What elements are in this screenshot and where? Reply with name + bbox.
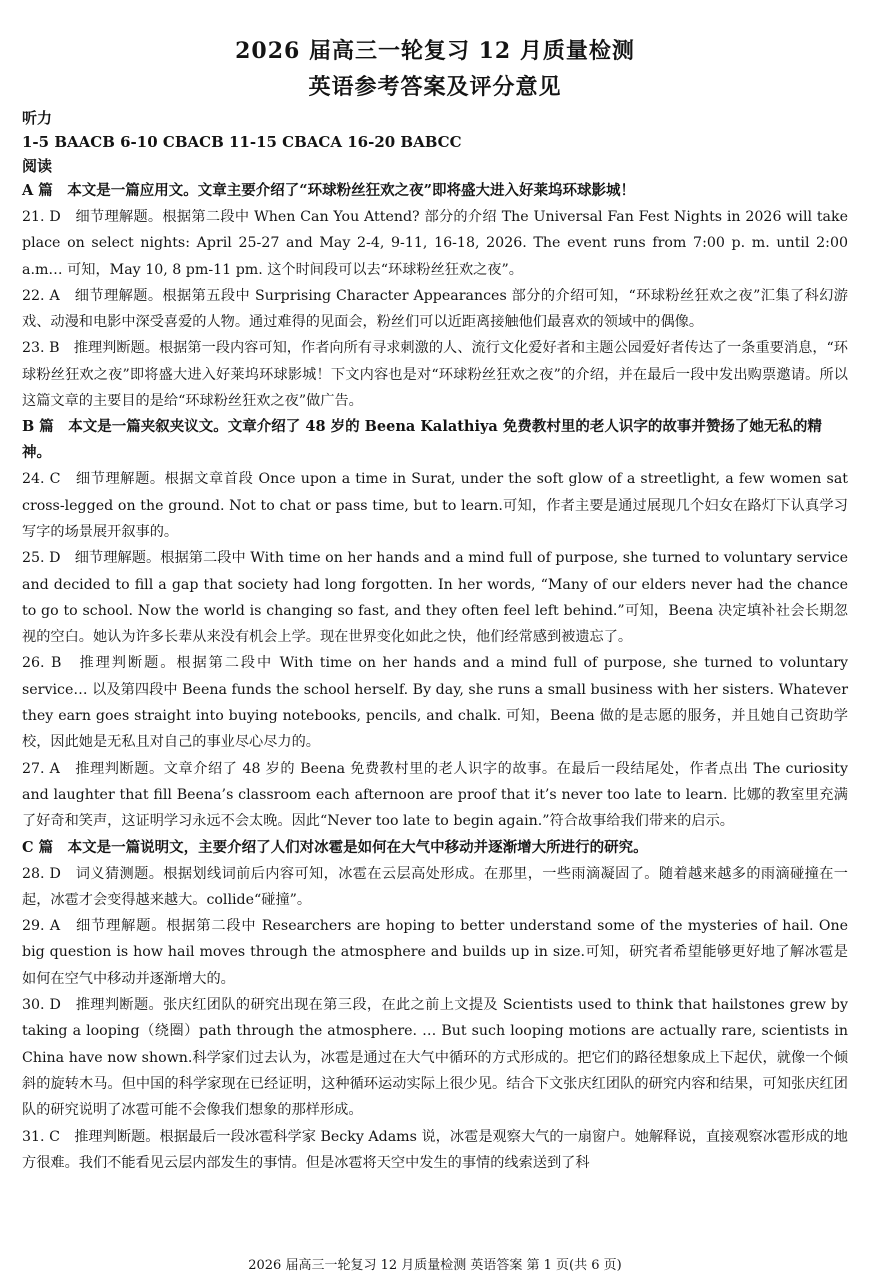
answer-item-27: 27. A 推理判断题。文章介绍了 48 岁的 Beena 免费教村里的老人识字的故事。在最后一段结尾处，作者点出 The curiosity and laughter that fill Beena’s classroom each afternoon are proof that it’s never too late to learn. 比娜的教室里充满了好奇和笑声，这证明学习永远不会太晚。因此“Never too late to begin again.”符合故事给我们带来的启示。 [22,760,848,830]
answer-item-29: 29. A 细节理解题。根据第二段中 Researchers are hoping to better understand some of the mysteries of hail. One big question is how hail moves through the atmosphere and builds up in size.可知，研究者希望能够更好地了解冰雹是如何在空气中移动并逐渐增大的。 [22,918,848,987]
answer-item-26: 26. B 推理判断题。根据第二段中 With time on her hands and a mind full of purpose, she turned to voluntary service… 以及第四段中 Beena funds the school herself. By day, she runs a small business with her sisters. Whatever they earn goes straight into buying notebooks, pencils, and chalk. 可知，Beena 做的是志愿的服务，并且她自己资助学校，因此她是无私且对自己的事业尽心尽力的。 [22,655,848,751]
answer-item-21: 21. D 细节理解题。根据第二段中 When Can You Attend? 部分的介绍 The Universal Fan Fest Nights in 2026 will take place on select nights: April 25-27 and May 2-4, 9-11, 16-18, 2026. The event runs from 7:00 p. m. until 2:00 a.m… 可知，May 10, 8 pm-11 pm. 这个时间段可以去“环球粉丝狂欢之夜”。 [22,209,848,278]
listening-answers: 1-5 BAACB 6-10 CBACB 11-15 CBACA 16-20 BABCC [22,133,462,151]
answer-item-30: 30. D 推理判断题。张庆红团队的研究出现在第三段，在此之前上文提及 Scientists used to think that hailstones grew by taking a looping（绕圈）path through the atmosphere. … But such looping motions are actually rare, scientists in China have now shown.科学家们过去认为，冰雹是通过在大气中循环的方式形成的。把它们的路径想象成上下起伏，就像一个倾斜的旋转木马。但中国的科学家现在已经证明，这种循环运动实际上很少见。结合下文张庆红团队的研究内容和结果，可知张庆红团队的研究说明了冰雹可能不会像我们想象的那样形成。 [22,997,848,1119]
answer-item-22: 22. A 细节理解题。根据第五段中 Surprising Character Appearances 部分的介绍可知，“环球粉丝狂欢之夜”汇集了科幻游戏、动漫和电影中深受喜爱的人物。通过难得的见面会，粉丝们可以近距离接触他们最喜欢的领域中的偶像。 [22,287,848,331]
document-body [22,106,848,1176]
passage-c-heading: C 篇 本文是一篇说明文，主要介绍了人们对冰雹是如何在大气中移动并逐渐增大所进行的研究。 [22,838,648,856]
page-subtitle: 英语参考答案及评分意见 [308,74,562,100]
answer-item-31: 31. C 推理判断题。根据最后一段冰雹科学家 Becky Adams 说，冰雹是观察大气的一扇窗户。她解释说，直接观察冰雹形成的地方很难。我们不能看见云层内部发生的事情。但是冰雹将天空中发生的事情的线索送到了科 [22,1128,848,1171]
answer-item-23: 23. B 推理判断题。根据第一段内容可知，作者向所有寻求刺激的人、流行文化爱好者和主题公园爱好者传达了一条重要消息，“环球粉丝狂欢之夜”即将盛大进入好莱坞环球影城！下文内容也是对“环球粉丝狂欢之夜”的介绍，并在最后一段中发出购票邀请。所以这篇文章的主要目的是给“环球粉丝狂欢之夜”做广告。 [22,340,848,410]
page-title: 2026 届高三一轮复习 12 月质量检测 [235,38,635,64]
answer-item-24: 24. C 细节理解题。根据文章首段 Once upon a time in Surat, under the soft glow of a streetlight, a few women sat cross-legged on the ground. Not to chat or pass time, but to learn.可知，作者主要是通过展现几个妇女在路灯下认真学习写字的场景展开叙事的。 [22,471,848,540]
page-footer: 2026 届高三一轮复习 12 月质量检测 英语答案 第 1 页(共 6 页) [248,1258,622,1273]
reading-heading: 阅读 [22,157,53,175]
passage-b-heading: B 篇 本文是一篇夹叙夹议文。文章介绍了 48 岁的 Beena Kalathiya 免费教村里的老人识字的故事并赞扬了她无私的精神。 [22,418,822,462]
listening-heading: 听力 [22,109,53,127]
answer-item-25: 25. D 细节理解题。根据第二段中 With time on her hands and a mind full of purpose, she turned to voluntary service and decided to fill a gap that society had long forgotten. In her words, “Many of our elders never had the chance to go to school. Now the world is changing so fast, and they often feel left behind.”可知，Beena 决定填补社会长期忽视的空白。她认为许多长辈从来没有机会上学。现在世界变化如此之快，他们经常感到被遗忘了。 [22,550,848,646]
answer-item-28: 28. D 词义猜测题。根据划线词前后内容可知，冰雹在云层高处形成。在那里，一些雨滴凝固了。随着越来越多的雨滴碰撞在一起，冰雹才会变得越来越大。collide“碰撞”。 [22,865,848,908]
passage-a-heading: A 篇 本文是一篇应用文。文章主要介绍了“环球粉丝狂欢之夜”即将盛大进入好莱坞环球影城！ [22,182,635,199]
